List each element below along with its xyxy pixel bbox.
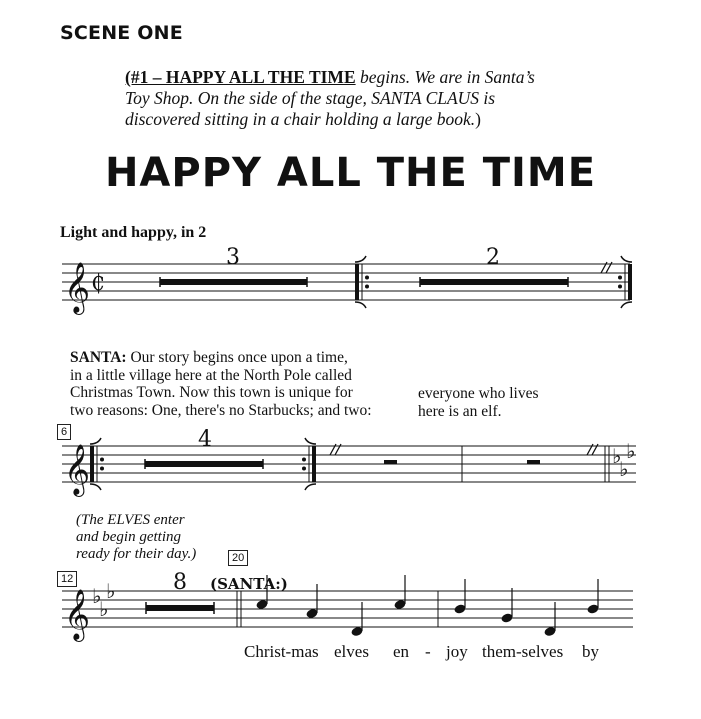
multi-rest-bar-1 xyxy=(160,277,307,287)
song-cue: (#1 – HAPPY ALL THE TIME xyxy=(125,67,356,87)
whole-rest-icon xyxy=(384,460,397,464)
note-d4 xyxy=(543,602,556,637)
singer-cue: (SANTA:) xyxy=(210,575,288,593)
key-signature-e-flat-icon xyxy=(92,579,115,621)
lyric-syllable: joy xyxy=(446,642,468,661)
treble-clef-icon: 𝄞 xyxy=(64,444,91,495)
note-ab4 xyxy=(453,579,466,615)
lyric-syllable: Christ-mas xyxy=(244,642,319,661)
rest-count-1: 3 xyxy=(226,245,240,270)
key-signature-e-flat-icon xyxy=(612,439,635,481)
dialog-line-4: two reasons: One, there's no Starbucks; and two: xyxy=(70,401,372,419)
measure-number: 12 xyxy=(57,571,77,587)
note-f4 xyxy=(500,588,513,624)
dialog-line-3: Christmas Town. Now this town is unique for xyxy=(70,384,353,401)
lyric-syllable: by xyxy=(582,642,599,661)
dialog-line-1: Our story begins once upon a time, xyxy=(126,349,348,366)
rest-count-2: 2 xyxy=(486,245,500,270)
dialog-line-2: in a little village here at the North Pole called xyxy=(70,366,352,384)
song-title: HAPPY ALL THE TIME xyxy=(104,150,597,196)
elves-stage-direction xyxy=(76,512,196,563)
tempo-marking: Light and happy, in 2 xyxy=(60,224,207,241)
multi-rest-bar-4 xyxy=(146,602,214,614)
lyric-hyphen: - xyxy=(425,642,431,661)
intro-line-2: Toy Shop. On the side of the stage, SANTA CLAUS is xyxy=(125,88,496,108)
whole-rest-icon xyxy=(527,460,540,464)
multi-rest-bar-2 xyxy=(420,277,568,287)
measure-number: 6 xyxy=(57,424,71,440)
svg-text:♭: ♭ xyxy=(619,457,629,481)
svg-text:♭: ♭ xyxy=(92,584,102,608)
note-ab4 xyxy=(586,579,599,615)
rehearsal-number: 20 xyxy=(228,550,248,566)
intro-line-1: begins. We are in Santa’s xyxy=(355,67,535,87)
dialog-right-line-1: everyone who lives xyxy=(418,385,539,402)
santa-dialog-continued xyxy=(418,385,539,420)
lyric-syllable: en xyxy=(393,642,410,661)
svg-text:♭: ♭ xyxy=(612,444,622,468)
dialog-right-line-2: here is an elf. xyxy=(418,402,502,420)
svg-text:♭: ♭ xyxy=(106,579,116,603)
stage-line-3: ready for their day.) xyxy=(76,546,197,562)
santa-dialog xyxy=(70,349,372,419)
stage-line-2: and begin getting xyxy=(76,529,181,545)
svg-text:♭: ♭ xyxy=(99,597,109,621)
rest-count-4: 8 xyxy=(173,570,187,595)
scene-heading: SCENE ONE xyxy=(60,22,183,44)
note-g4 xyxy=(305,584,318,619)
intro-line-3: discovered sitting in a chair holding a large book. xyxy=(125,109,476,129)
stage-line-1: (The ELVES enter xyxy=(76,512,185,528)
multi-rest-bar-3 xyxy=(145,459,263,469)
cut-time-icon: ₵ xyxy=(91,271,105,296)
intro-close-paren: ) xyxy=(475,109,481,129)
note-bb4 xyxy=(393,575,406,610)
treble-clef-icon: 𝄞 xyxy=(64,262,91,313)
svg-text:♭: ♭ xyxy=(626,439,636,463)
note-eb4 xyxy=(350,602,363,637)
treble-clef-icon: 𝄞 xyxy=(64,589,91,640)
speaker-name: SANTA: xyxy=(70,349,127,366)
lyric-syllable: them-selves xyxy=(482,642,564,661)
lyric-syllable: elves xyxy=(334,642,369,661)
rest-count-3: 4 xyxy=(198,427,212,452)
